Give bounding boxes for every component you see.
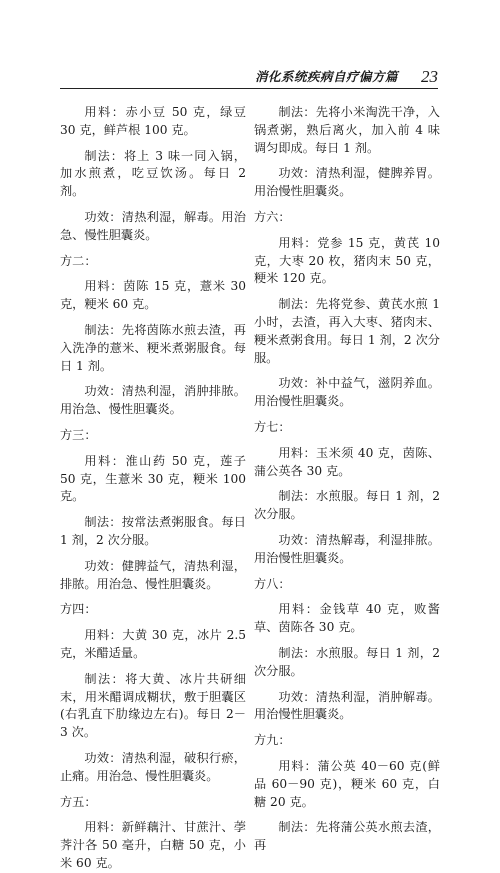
recipe-heading: 方四：	[60, 602, 97, 617]
page-number: 23	[421, 67, 438, 86]
recipe-paragraph: 用料：茵陈 15 克，薏米 30 克，粳米 60 克。	[60, 279, 246, 312]
recipe-paragraph: 功效：清热利湿，破积行瘀，止痛。用治急、慢性胆囊炎。	[60, 750, 246, 783]
recipe-heading: 方五：	[60, 794, 97, 809]
recipe-paragraph: 制法：按常法煮粥服食。每日 1 剂，2 次分服。	[60, 515, 246, 547]
recipe-paragraph: 制法：先将小米淘洗干净，入锅煮粥，熟后离火，加入前 4 味调匀即成。每日 1 剂。	[254, 105, 440, 155]
recipe-paragraph: 功效：健脾益气，清热利湿，排脓。用治急、慢性胆囊炎。	[60, 558, 246, 591]
recipe-paragraph: 功效：清热解毒，利湿排脓。用治慢性胆囊炎。	[254, 532, 440, 565]
header-title: 消化系统疾病自疗偏方篇	[254, 69, 398, 84]
recipe-paragraph: 用料：党参 15 克，黄芪 10 克，大枣 20 枚，猪肉末 50 克，粳米 120 克。	[254, 235, 440, 286]
recipe-paragraph: 制法：水煎服。每日 1 剂，2 次分服。	[254, 489, 440, 522]
recipe-paragraph: 用料：淮山药 50 克，莲子 50 克，生薏米 30 克，粳米 100 克。	[60, 453, 246, 504]
recipe-paragraph: 用料：金钱草 40 克，败酱草、茵陈各 30 克。	[254, 602, 440, 635]
recipe-paragraph: 制法：水煎服。每日 1 剂，2 次分服。	[254, 645, 440, 678]
left-column	[60, 104, 246, 873]
recipe-heading: 方二：	[60, 253, 97, 268]
recipe-paragraph: 功效：补中益气，滋阴养血。用治慢性胆囊炎。	[254, 376, 440, 409]
recipe-paragraph: 制法：先将茵陈水煎去渣，再入洗净的薏米、粳米煮粥服食。每日 1 剂。	[60, 322, 246, 373]
recipe-paragraph: 制法：将大黄、冰片共研细末，用米醋调成糊状，敷于胆囊区(右乳直下肋缘边左右)。每日 2－3 次。	[60, 671, 246, 740]
recipe-heading: 方九：	[254, 733, 291, 748]
recipe-heading: 方八：	[254, 576, 291, 591]
recipe-heading: 方三：	[60, 427, 97, 442]
recipe-paragraph: 功效：清热利湿，解毒。用治急、慢性胆囊炎。	[60, 209, 246, 242]
recipe-paragraph: 用料：玉米须 40 克，茵陈、蒲公英各 30 克。	[254, 445, 440, 478]
recipe-paragraph: 用料：新鲜藕汁、甘蔗汁、荸荠汁各 50 毫升，白糖 50 克，小米 60 克。	[60, 820, 246, 870]
recipe-paragraph: 制法：先将党参、黄芪水煎 1 小时，去渣，再入大枣、猪肉末、粳米煮粥食用。每日 1 剂，2 次分服。	[254, 297, 440, 365]
right-column	[254, 104, 440, 855]
running-header	[60, 62, 438, 89]
recipe-paragraph: 制法：先将蒲公英水煎去渣，再	[254, 820, 440, 853]
recipe-heading: 方六：	[254, 209, 291, 224]
recipe-heading: 方七：	[254, 419, 291, 434]
recipe-paragraph: 用料：蒲公英 40－60 克(鲜品 60－90 克)，粳米 60 克，白糖 20 克。	[254, 758, 440, 809]
recipe-paragraph: 功效：清热利湿，消肿排脓。用治急、慢性胆囊炎。	[60, 384, 246, 417]
recipe-paragraph: 功效：清热利湿，消肿解毒。用治慢性胆囊炎。	[254, 689, 440, 722]
recipe-paragraph: 用料：赤小豆 50 克，绿豆 30 克，鲜芦根 100 克。	[60, 105, 246, 137]
recipe-paragraph: 制法：将上 3 味一同入锅，加水煎煮，吃豆饮汤。每日 2 剂。	[60, 148, 246, 199]
recipe-paragraph: 用料：大黄 30 克，冰片 2.5 克，米醋适量。	[60, 628, 246, 660]
recipe-paragraph: 功效：清热利湿，健脾养胃。用治慢性胆囊炎。	[254, 166, 440, 199]
